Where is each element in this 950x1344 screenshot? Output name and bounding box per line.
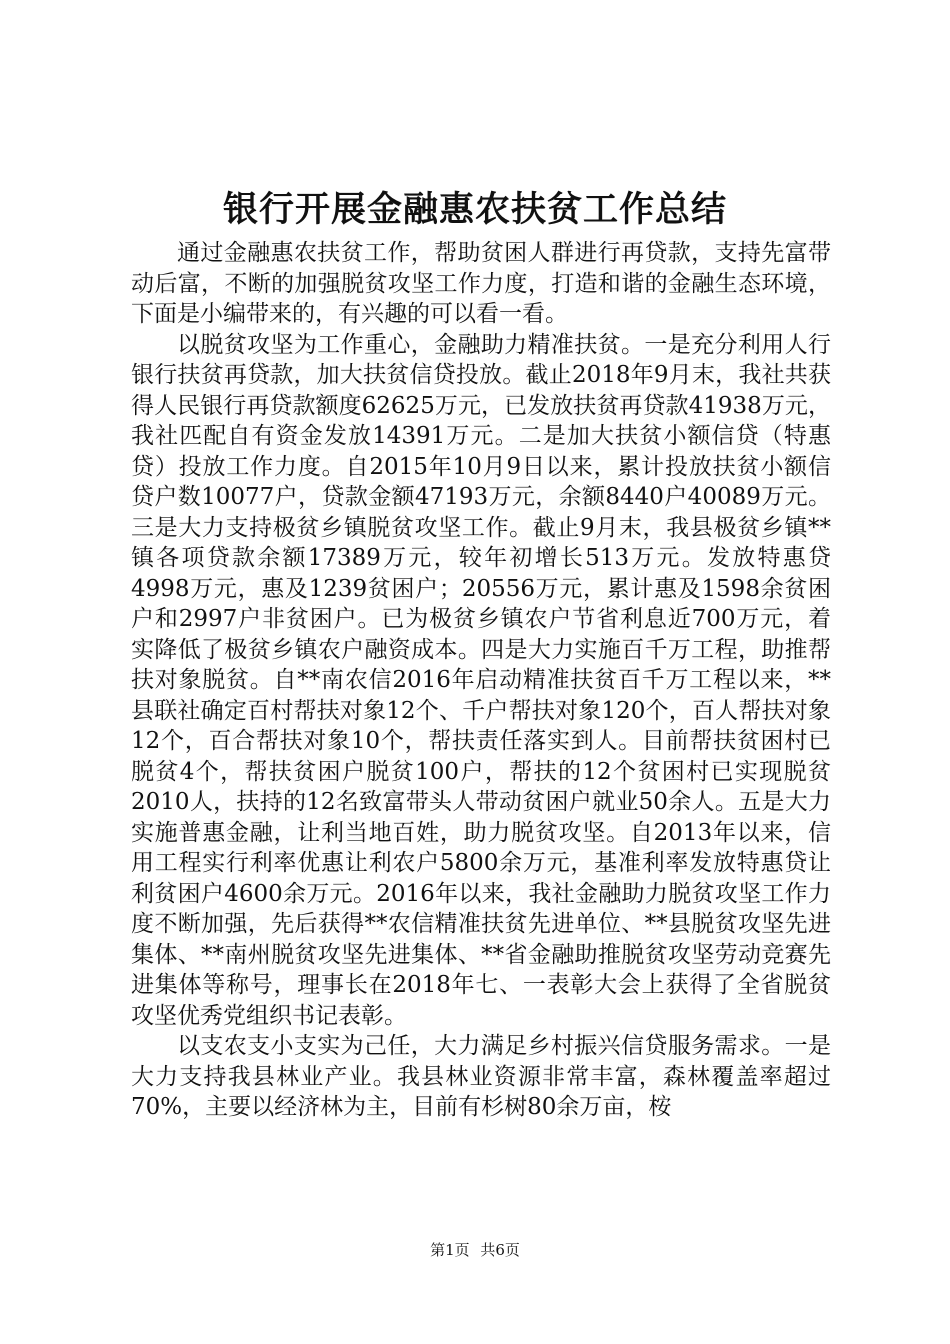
document-title: 银行开展金融惠农扶贫工作总结	[222, 189, 727, 230]
page-footer	[0, 1240, 950, 1260]
paragraph-poverty-alleviation: 以脱贫攻坚为工作重心，金融助力精准扶贫。一是充分利用人行银行扶贫再贷款，加大扶贫信贷投放。截止2018年9月末，我社共获得人民银行再贷款额度62625万元，已发放扶贫再贷款41938万元，我社匹配自有资金发放14391万元。二是加大扶贫小额信贷（特惠贷）投放工作力度。自2015年10月9日以来，累计投放扶贫小额信贷户数10077户，贷款金额47193万元，余额8440户40089万元。三是大力支持极贫乡镇脱贫攻坚工作。截止9月末，我县极贫乡镇**镇各项贷款余额17389万元，较年初增长513万元。发放特惠贷4998万元，惠及1239贫困户；20556万元，累计惠及1598余贫困户和2997户非贫困户。已为极贫乡镇农户节省利息近700万元，着实降低了极贫乡镇农户融资成本。四是大力实施百千万工程，助推帮扶对象脱贫。自**南农信2016年启动精准扶贫百千万工程以来，**县联社确定百村帮扶对象12个、千户帮扶对象120个，百人帮扶对象12个，百合帮扶对象10个，帮扶责任落实到人。目前帮扶贫困村已脱贫4个，帮扶贫困户脱贫100户，帮扶的12个贫困村已实现脱贫2010人，扶持的12名致富带头人带动贫困户就业50余人。五是大力实施普惠金融，让利当地百姓，助力脱贫攻坚。自2013年以来，信用工程实行利率优惠让利农户5800余万元，基准利率发放特惠贷让利贫困户4600余万元。2016年以来，我社金融助力脱贫攻坚工作力度不断加强，先后获得**农信精准扶贫先进单位、**县脱贫攻坚先进集体、**南州脱贫攻坚先进集体、**省金融助推脱贫攻坚劳动竞赛先进集体等称号，理事长在2018年七、一表彰大会上获得了全省脱贫攻坚优秀党组织书记表彰。	[131, 331, 831, 1029]
page-total: 共6页	[480, 1241, 520, 1259]
document-body	[131, 238, 831, 1123]
page-number: 第1页	[430, 1241, 470, 1259]
paragraph-intro: 通过金融惠农扶贫工作，帮助贫困人群进行再贷款，支持先富带动后富，不断的加强脱贫攻坚工作力度，打造和谐的金融生态环境，下面是小编带来的，有兴趣的可以看一看。	[131, 240, 831, 327]
paragraph-rural-support: 以支农支小支实为己任，大力满足乡村振兴信贷服务需求。一是大力支持我县林业产业。我县林业资源非常丰富，森林覆盖率超过70%，主要以经济林为主，目前有杉树80余万亩，桉	[131, 1033, 831, 1120]
